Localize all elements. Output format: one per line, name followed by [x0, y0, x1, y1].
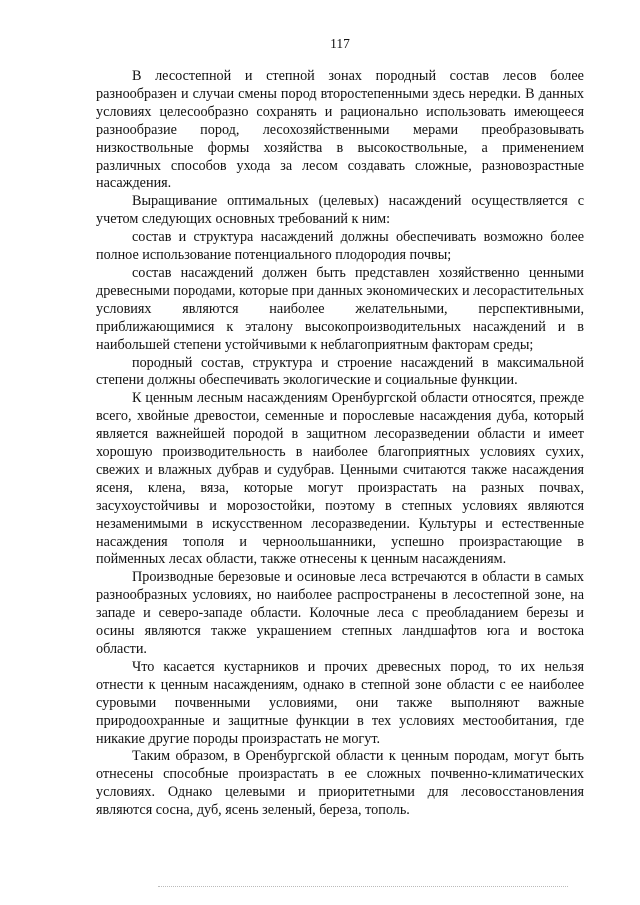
paragraph: К ценным лесным насаждениям Оренбургской области относятся, прежде всего, хвойные древостои, семенные и порослевые насаждения дуба, который является важнейшей породой в защитном лесоразведении области и имеет хорошую производительность в наиболее благоприятных условиях сухих, свежих и влажных дубрав и судубрав. Ценными считаются также насаждения ясеня, клена, вяза, которые могут произрастать на разных почвах, засухоустойчивы и морозостойки, поэтому в степных условиях являются незаменимыми в искусственном лесоразведении. Культуры и естественные насаждения тополя и черноольшанники, успешно произрастающие в пойменных лесах области, также отнесены к ценным насаждениям.: [96, 390, 584, 568]
paragraph: Таким образом, в Оренбургской области к ценным породам, могут быть отнесены способные произрастать в ее сложных почвенно-климатических условиях. Однако целевыми и приоритетными для лесовосстановления являются сосна, дуб, ясень зеленый, береза, тополь.: [96, 748, 584, 819]
paragraph: породный состав, структура и строение насаждений в максимальной степени должны обеспечивать экологические и социальные функции.: [96, 354, 584, 389]
paragraph: Выращивание оптимальных (целевых) насаждений осуществляется с учетом следующих основных требований к ним:: [96, 193, 584, 228]
paragraph: Что касается кустарников и прочих древесных пород, то их нельзя отнести к ценным насаждениям, однако в степной зоне области с ее наиболее суровыми почвенными условиями, они также выполняют важные природоохранные и защитные функции в тех условиях местообитания, где никакие другие породы произрастать не могут.: [96, 658, 584, 747]
page-number: 117: [330, 36, 350, 51]
paragraph: состав и структура насаждений должны обеспечивать возможно более полное использование потенциального плодородия почвы;: [96, 229, 584, 264]
scan-footer-artifact: [158, 886, 568, 889]
body-text: [96, 68, 584, 820]
paragraph: состав насаждений должен быть представлен хозяйственно ценными древесными породами, которые при данных экономических и лесорастительных условиях являются наиболее желательными, перспективными, приближающимися к эталону высокопроизводительных насаждений и в наибольшей степени устойчивыми к неблагоприятным факторам среды;: [96, 264, 584, 353]
paragraph: В лесостепной и степной зонах породный состав лесов более разнообразен и случаи смены пород второстепенными здесь нередки. В данных условиях целесообразно сохранять и рационально использовать имеющееся разнообразие пород, лесохозяйственными мерами преобразовывать низкоствольные формы хозяйства в высокоствольные, а применением различных способов ухода за лесом создавать сложные, разновозрастные насаждения.: [96, 68, 584, 192]
paragraph: Производные березовые и осиновые леса встречаются в области в самых разнообразных условиях, но наиболее распространены в лесостепной зоне, на западе и северо-западе области. Колочные леса с преобладанием березы и осины являются также украшением степных ландшафтов юга и востока области.: [96, 569, 584, 657]
